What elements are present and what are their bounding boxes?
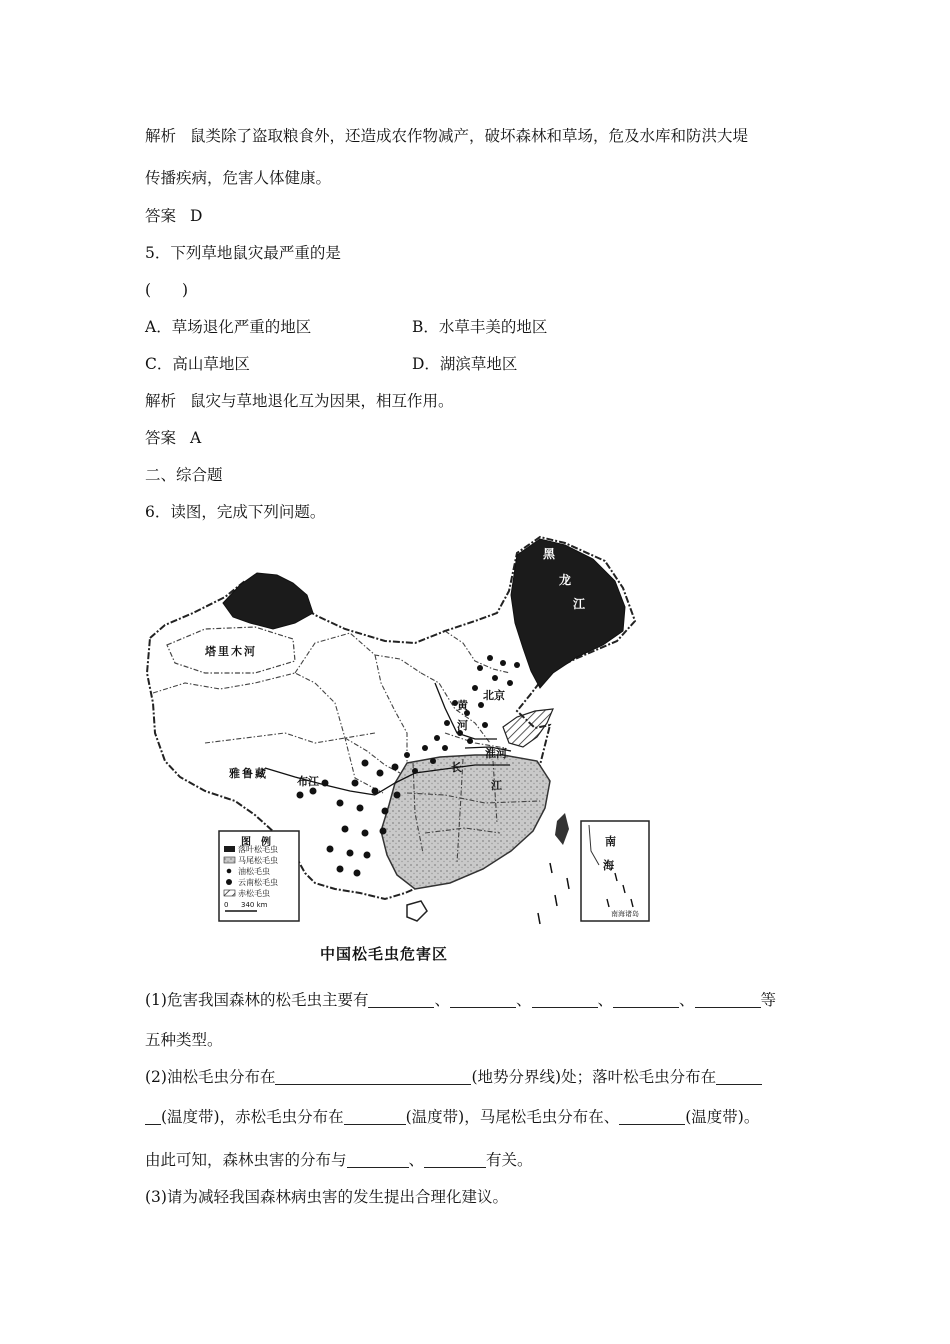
- option-a: A．草场退化严重的地区: [145, 318, 312, 336]
- legend-scale-zero: 0: [224, 901, 229, 909]
- p1-sep: 、: [679, 991, 695, 1009]
- legend-item-red-pine: 赤松毛虫: [238, 889, 270, 898]
- p1-end: 等: [760, 991, 777, 1009]
- answer-value: A: [190, 429, 202, 447]
- label-yarlung-1: 雅鲁藏: [229, 767, 268, 780]
- section-heading: 二、综合题: [145, 466, 223, 484]
- legend-title: 图 例: [241, 837, 271, 848]
- answer-label: 答案: [145, 429, 177, 447]
- blank-2[interactable]: [450, 991, 516, 1008]
- label-changjiang-1: 长: [451, 761, 462, 774]
- q6-part2-line3: [145, 1150, 533, 1170]
- analysis-label: 解析: [145, 127, 177, 145]
- p1-sep: 、: [434, 991, 450, 1009]
- legend-item-chinese-pine: 油松毛虫: [238, 867, 270, 876]
- p2-mid2: (温度带)，赤松毛虫分布在: [161, 1108, 344, 1126]
- map-caption: 中国松毛虫危害区: [320, 945, 449, 963]
- q6-stem: 6．读图，完成下列问题。: [145, 503, 326, 521]
- q6-part1-line1: [145, 990, 776, 1010]
- legend-item-masson: 马尾松毛虫: [238, 856, 278, 865]
- legend-item-larch: 落叶松毛虫: [238, 845, 278, 854]
- label-south-china-sea-islands: 南海诸岛: [611, 910, 639, 918]
- blank-9[interactable]: [619, 1108, 685, 1125]
- p2-line3-a: 由此可知，森林虫害的分布与: [145, 1151, 347, 1169]
- option-b: B．水草丰美的地区: [412, 318, 548, 336]
- legend-item-yunnan: 云南松毛虫: [238, 878, 278, 887]
- label-heilongjiang-1: 黑: [543, 547, 556, 561]
- p2-mid1: (地势分界线)处；落叶松毛虫分布在: [471, 1068, 717, 1086]
- blank-4[interactable]: [613, 991, 679, 1008]
- q5-answer: [145, 428, 201, 448]
- label-tarim-river: 塔里木河: [205, 645, 257, 658]
- p1-sep: 、: [597, 991, 614, 1009]
- q6-part2-line2: [145, 1107, 759, 1127]
- blank-5[interactable]: [695, 991, 761, 1008]
- label-huanghe-2: 河: [457, 719, 468, 732]
- q4-analysis-line1: [145, 126, 748, 146]
- label-beijing: 北京: [483, 689, 505, 702]
- p1-text: (1)危害我国森林的松毛虫主要有: [145, 991, 369, 1009]
- blank-8[interactable]: [344, 1108, 406, 1125]
- q4-analysis-line2: 传播疾病，危害人体健康。: [145, 169, 332, 187]
- option-c: C．高山草地区: [145, 355, 250, 373]
- q5-paren: ( ): [145, 281, 189, 299]
- blank-1[interactable]: [368, 991, 434, 1008]
- q6-part3: (3)请为减轻我国森林病虫害的发生提出合理化建议。: [145, 1188, 508, 1206]
- blank-7b[interactable]: [145, 1108, 161, 1125]
- q4-answer: [145, 206, 202, 226]
- q5-analysis: [145, 391, 454, 411]
- p2-mid3: (温度带)，马尾松毛虫分布在、: [405, 1108, 620, 1126]
- label-heilongjiang-2: 龙: [559, 573, 572, 587]
- answer-label: 答案: [145, 207, 177, 225]
- blank-11[interactable]: [424, 1151, 486, 1168]
- p1-sep: 、: [515, 991, 532, 1009]
- label-yarlung-2: 布江: [297, 775, 319, 788]
- label-changjiang-2: 江: [491, 779, 502, 792]
- analysis-label: 解析: [145, 392, 177, 410]
- answer-value: D: [190, 207, 203, 225]
- label-nan: 南: [605, 835, 616, 848]
- p2-line3-sep: 、: [408, 1151, 425, 1169]
- blank-3[interactable]: [532, 991, 598, 1008]
- option-d: D．湖滨草地区: [412, 355, 518, 373]
- q6-part1-line2: 五种类型。: [145, 1031, 223, 1049]
- q5-options-row1: [145, 317, 745, 337]
- q5-options-row2: [145, 354, 745, 374]
- q5-stem: 5．下列草地鼠灾最严重的是: [145, 244, 341, 262]
- blank-10[interactable]: [347, 1151, 409, 1168]
- label-hai: 海: [603, 859, 614, 872]
- analysis-text: 鼠灾与草地退化互为因果，相互作用。: [190, 392, 454, 410]
- label-huaihe: 淮河: [485, 747, 507, 760]
- blank-7a[interactable]: [716, 1068, 762, 1085]
- p2-line3-b: 有关。: [486, 1151, 533, 1169]
- p2-mid4: (温度带)。: [685, 1108, 760, 1126]
- legend-scale: 340 km: [241, 901, 268, 909]
- q6-part2-line1: [145, 1067, 762, 1087]
- blank-6[interactable]: [275, 1068, 471, 1085]
- map-labels: [145, 533, 655, 963]
- analysis-text: 鼠类除了盗取粮食外，还造成农作物减产，破坏森林和草场，危及水库和防洪大堤: [190, 127, 749, 145]
- label-heilongjiang-3: 江: [573, 597, 586, 611]
- p2-text: (2)油松毛虫分布在: [145, 1068, 276, 1086]
- label-huanghe-1: 黄: [457, 699, 468, 712]
